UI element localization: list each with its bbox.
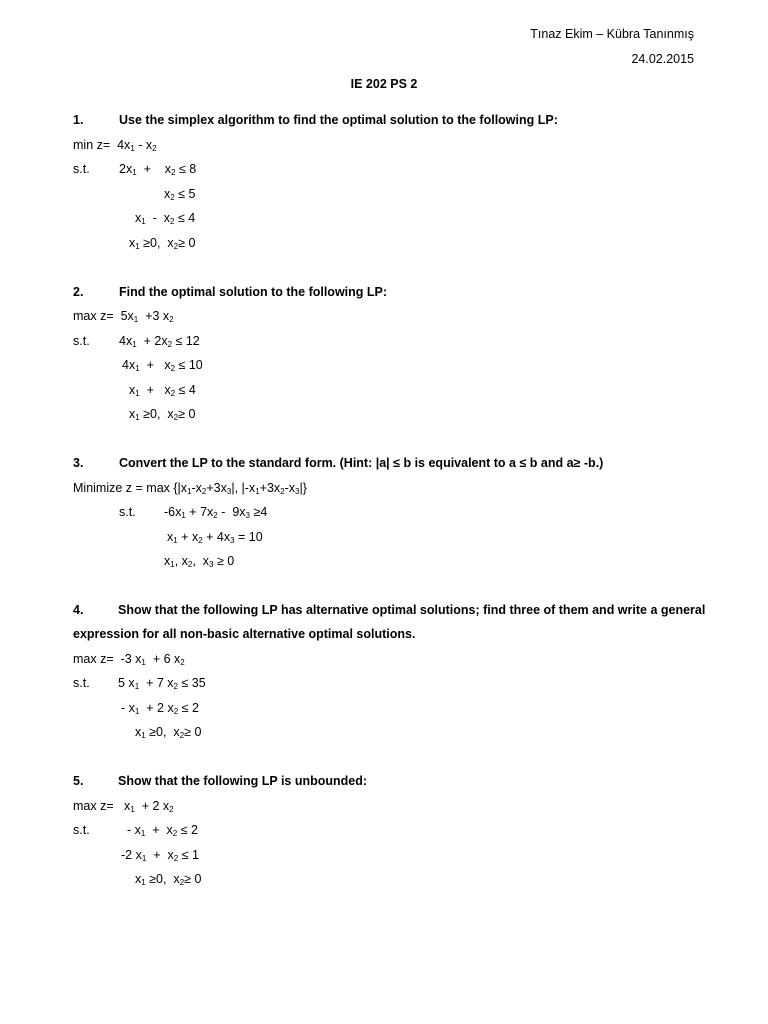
problem-prompt: Show that the following LP is unbounded:	[118, 774, 368, 788]
constraint: $x_1 + x_2 + 4x_3 = 10$	[167, 530, 263, 545]
st-label: s.t.	[73, 823, 90, 837]
constraint: $x_2 \le 5$	[164, 187, 196, 202]
constraint: -2 $x_1 + x_2 \le 1$	[121, 848, 199, 863]
st-label: s.t.	[73, 676, 90, 690]
objective: max z= -3 $x_1 + 6$ $x_2$	[73, 652, 185, 667]
problem-prompt-continued: expression for all non-basic alternative optimal solutions.	[73, 627, 416, 641]
constraint: $x_1$, $x_2$, $x_3 \ge 0$	[164, 554, 235, 569]
constraint: $2x_1$ + $x_2 \le 8$	[119, 162, 197, 177]
constraint: - $x_1 + x_2 \le 2$	[127, 823, 199, 838]
problem-prompt: Convert the LP to the standard form. (Hint: |a| ≤ b is equivalent to a ≤ b and a≥ -b.)	[119, 456, 604, 470]
constraint: $-6x_1 + 7x_2 - 9x_3 \ge 4$	[164, 505, 268, 520]
constraint: $4x_1 + x_2 \le 10$	[122, 358, 203, 373]
constraint: $x_1 \ge 0$, $x_2\ge 0$	[129, 407, 196, 422]
st-label: s.t.	[119, 505, 136, 519]
constraint: $x_1 - x_2 \le 4$	[135, 211, 196, 226]
header-authors: Tınaz Ekim – Kübra Tanınmış	[530, 27, 694, 41]
constraint: $x_1 \ge 0$, $x_2\ge 0$	[135, 725, 202, 740]
problem-number: 5.	[73, 774, 84, 788]
document-title: IE 202 PS 2	[350, 77, 418, 91]
constraint: $x_1 + x_2 \le 4$	[129, 383, 196, 398]
st-label: s.t.	[73, 162, 90, 176]
objective: $\max z= 5x_1 +3$ $x_2$	[73, 309, 174, 324]
constraint: - $x_1 + 2$ $x_2 \le 2$	[121, 701, 199, 716]
objective: $\min z= 4x_1 - x_2$	[73, 138, 157, 153]
problem-number: 1.	[73, 113, 84, 127]
objective: Minimize $z = \max \{|x_1-x_2+3x_3|$, $|-x_1+3x_2-x_3|$}	[73, 481, 307, 496]
constraint: $x_1 \ge 0$, $x_2\ge 0$	[135, 872, 202, 887]
objective: $\max z= x_1 + 2$ $x_2$	[73, 799, 174, 814]
problem-number: 4.	[73, 603, 84, 617]
header-date: 24.02.2015	[631, 52, 694, 66]
problem-prompt: Use the simplex algorithm to find the optimal solution to the following LP:	[119, 113, 558, 127]
constraint: $x_1 \ge 0$, $x_2\ge 0$	[129, 236, 196, 251]
problem-prompt: Find the optimal solution to the following LP:	[119, 285, 388, 299]
st-label: s.t.	[73, 334, 90, 348]
problem-prompt: Show that the following LP has alternative optimal solutions; find three of them and write a general	[118, 603, 706, 617]
constraint: 5 $x_1 + 7$ $x_2 \le 35$	[118, 676, 206, 691]
problem-number: 2.	[73, 285, 84, 299]
constraint: $4x_1 + 2x_2 \le 12$	[119, 334, 200, 349]
problem-number: 3.	[73, 456, 84, 470]
